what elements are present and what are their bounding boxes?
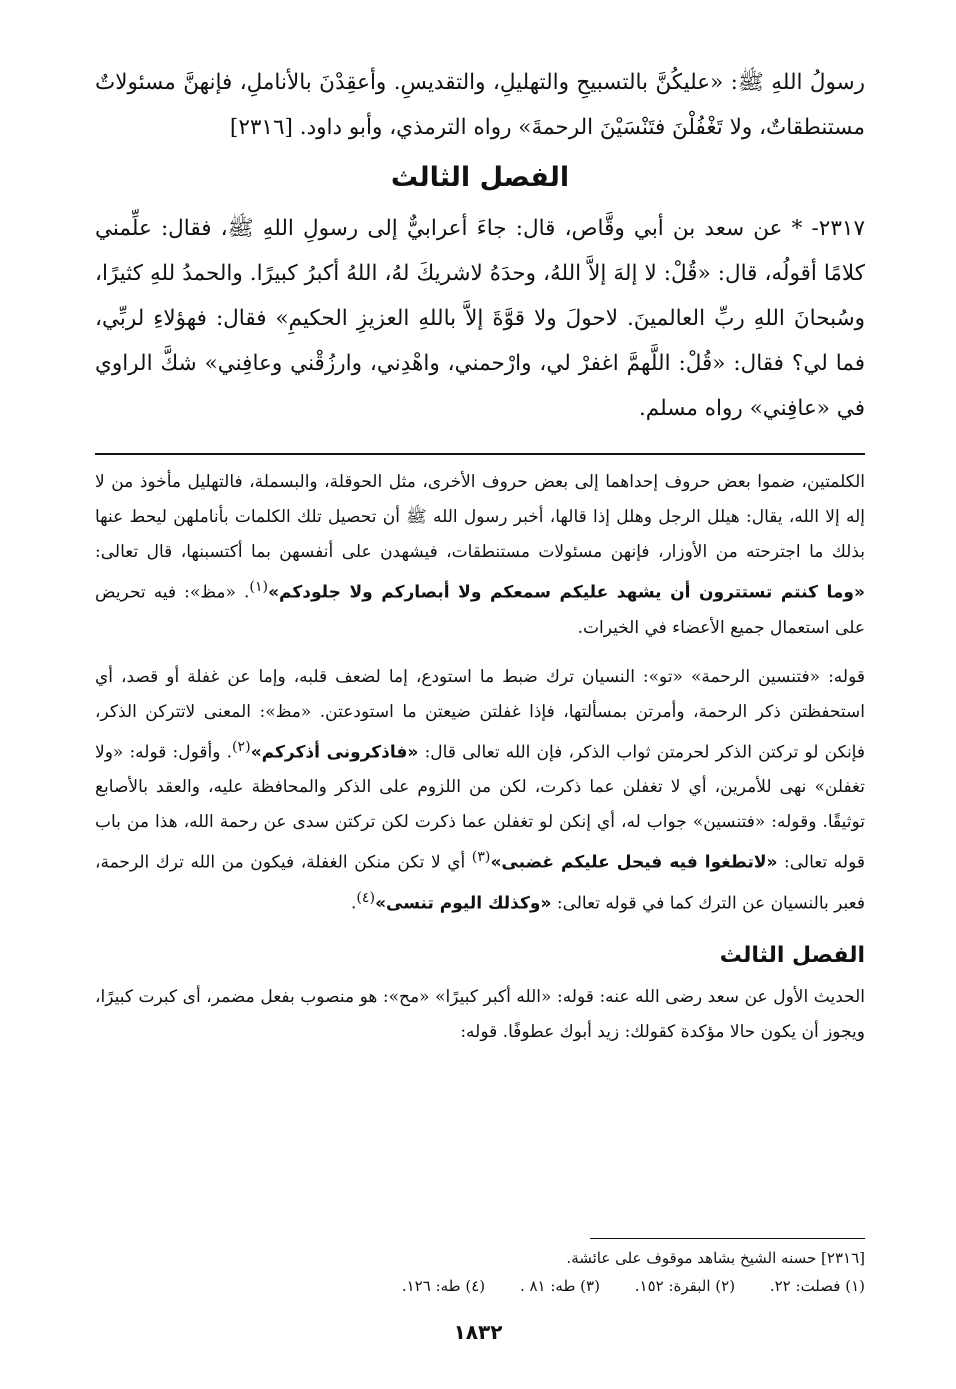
commentary-text: . [350,893,357,914]
quran-quote: «فاذكرونى أذكركم» [250,742,419,763]
commentary-block-1 [95,465,865,646]
footnote-ref: (٤) [356,889,376,906]
quran-ref-4: (٤) طه: ١٢٦. [401,1277,486,1295]
quran-ref-1: (١) فصلت: ٢٢. [769,1277,865,1295]
footnote-ref: (٣) [471,849,491,866]
commentary-block-2 [95,660,865,922]
section-title: الفصل الثالث [390,162,570,193]
commentary-text: . «مظ»: فيه تحريض على استعمال جميع الأعضاء في الخيرات. [95,582,865,638]
quran-quote: «وما كنتم تستترون أن يشهد عليكم سمعكم ولا أبصاركم ولا جلودكم» [268,582,865,603]
quran-quote: «لاتطغوا فيه فيحل عليكم غضبى» [490,852,778,873]
page-content [95,60,865,1064]
hadith-paragraph-2317: ٢٣١٧- * عن سعد بن أبي وقَّاص، قال: جاءَ أعرابيٌّ إلى رسولِ اللهِ ﷺ، فقال: علِّمني كلامًا أقولُه، قال: «قُلْ: لا إلهَ إلاَّ اللهُ، وحدَهُ لاشريكَ لهُ، اللهُ أكبرُ كبيرًا. والحمدُ للهِ كثيرًا، وسُبحانَ اللهِ ربِّ العالمينَ. لاحولَ ولا قوَّةَ إلاَّ باللهِ العزيزِ الحكيمِ» فقال: فهؤلاءِ لربِّي، فما لي؟ فقال: «قُلْ: اللَّهمَّ اغفرْ لي، وارْحمني، واهْدِني، وارزُقْني وعافِني» شكَّ الراوي في «عافِني» رواه مسلم. [95,216,865,421]
footnote-2316: [٢٣١٦] حسنه الشيخ بشاهد موقوف على عائشة. [566,1249,865,1267]
quran-ref-2: (٢) البقرة: ١٥٢. [634,1277,736,1295]
commentary-text: قوله: «فتنسين الرحمة» «تو»: النسيان ترك ضبط ما استودع، إما لضعف قلبه، وإما عن غفلة أو قصد، أي استحفظتن ذكر الرحمة، وأمرتن بمسألتها، فإذا غفلتن ضيعتن ما استودعتن. «مظ»: المعنى لاتتركن الذكر، فإنكن لو تركتن الذكر لحرمتن ثواب الذكر، فإن الله تعالى قال: [95,666,865,763]
commentary-block-3: الحديث الأول عن سعد رضى الله عنه: قوله: «الله أكبر كبيرًا» «مح»: هو منصوب بفعل مضمر، أى كبرت كبيرًا، ويجوز أن يكون حالا مؤكدة كقولك: زيد أبوك عطوفًا. قوله: [95,986,865,1042]
commentary-text: . وأقول: قوله: «ولا تغفلن» نهى للأمرين، أي لا تغفلن عما ذكرت، لكن من اللزوم على الذكر والمحافظة عليه، والعقد بالأصابع توثيقًا. وقوله: «فتنسين» جواب له، أي إنكن لو تغفلن عما ذكرت لكن تركتن سدى عن رحمة الله، هذا من باب قوله تعالى: [95,742,865,873]
commentary-divider [95,453,865,455]
page-number: ١٨٣٢ [453,1320,503,1344]
quran-references [180,1272,865,1300]
commentary-section-title: الفصل الثالث [719,942,865,968]
footnote-ref: (١) [249,579,269,595]
quran-quote: «وكذلك اليوم تنسى» [375,893,552,914]
commentary-text: الكلمتين، ضموا بعض حروف إحداهما إلى بعض حروف الأخرى، مثل الحوقلة، والبسملة، فالتهليل مأخوذ من لا إله إلا الله، يقال: هيلل الرجل وهلل إذا قالها، أخبر رسول الله ﷺ أن تحصيل تلك الكلمات بأناملهن ليحط عنها بذلك ما اجترحته من الأوزار، فإنهن مسئولات مستنطقات، فيشهدن على أنفسهن بما أكتسبنها، قال تعالى: [95,472,865,562]
footnote-ref: (٢) [232,738,251,755]
hadith-paragraph-2316: رسولُ اللهِ ﷺ: «عليكُنَّ بالتسبيحِ والتهليلِ، والتقديسِ. وأعقِدْنَ بالأناملِ، فإنهنَّ مسئولاتٌ مستنطقاتٌ، ولا تَغْفُلْنَ فتَنْسَيْنَ الرحمةَ» رواه الترمذي، وأبو داود. [٢٣١٦] [95,70,865,140]
footnotes [180,1238,865,1300]
commentary-text: أي لا تكن منكن الغفلة، فيكون من الله ترك الرحمة، فعبر بالنسيان عن الترك كما في قوله تعالى: [95,852,865,914]
quran-ref-3: (٣) طه: ٨١ . [519,1277,600,1295]
